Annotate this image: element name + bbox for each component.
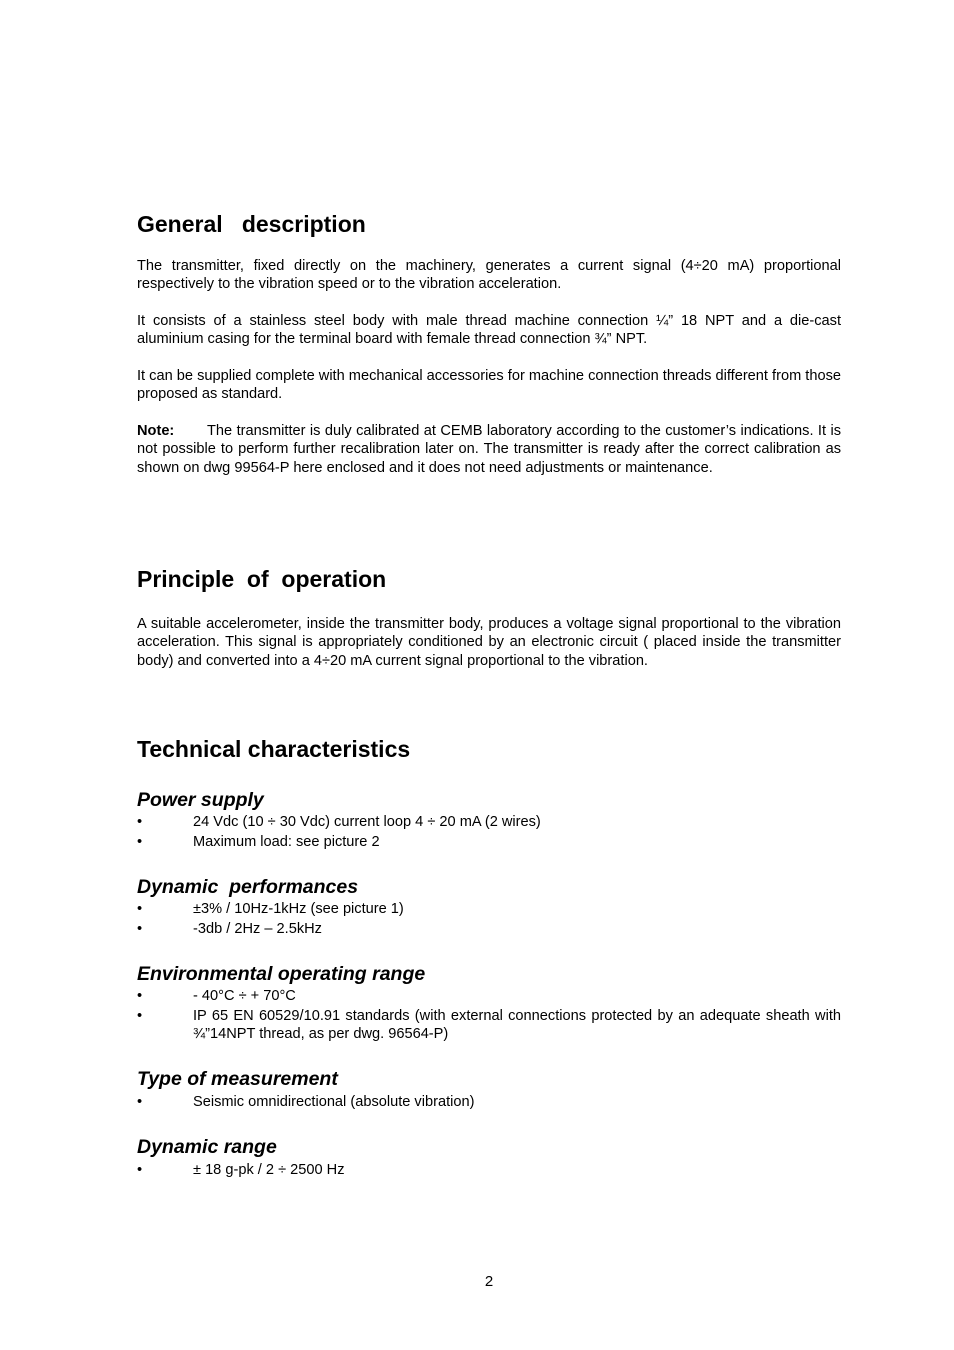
bullet-icon: • — [137, 920, 143, 937]
bullet-icon: • — [137, 1094, 143, 1110]
list-item — [137, 1093, 841, 1111]
bullet-icon: • — [137, 814, 143, 830]
bullet-icon: • — [137, 901, 143, 917]
subheading-environmental-operating-range: Environmental operating range — [137, 963, 426, 985]
bullet-icon: • — [137, 833, 143, 850]
dynamic-range-list — [137, 1161, 841, 1181]
bullet-icon: • — [137, 1162, 143, 1178]
list-item-text: Maximum load: see picture 2 — [193, 833, 380, 850]
page-number: 2 — [484, 1273, 494, 1290]
list-item — [137, 1007, 841, 1044]
list-item-text: ±3% / 10Hz-1kHz (see picture 1) — [193, 901, 404, 917]
general-paragraph-1: The transmitter, fixed directly on the machinery, generates a current signal (4÷20 mA) proportional respectively to the vibration speed or to the vibration acceleration. — [137, 258, 841, 293]
list-item-text: - 40°C ÷ + 70°C — [193, 988, 296, 1004]
list-item-text: 24 Vdc (10 ÷ 30 Vdc) current loop 4 ÷ 20 mA (2 wires) — [193, 814, 541, 830]
general-paragraph-3: It can be supplied complete with mechanical accessories for machine connection threads different from those proposed as standard. — [137, 368, 841, 403]
general-paragraph-2: It consists of a stainless steel body with male thread machine connection ¼” 18 NPT and a die-cast aluminium casing for the terminal board with female thread connection ¾” NPT. — [137, 313, 841, 348]
list-item-text: Seismic omnidirectional (absolute vibration) — [193, 1094, 475, 1110]
list-item-text: ± 18 g-pk / 2 ÷ 2500 Hz — [193, 1162, 345, 1178]
environmental-range-list — [137, 987, 841, 1045]
subheading-power-supply: Power supply — [137, 789, 264, 811]
principle-paragraph: A suitable accelerometer, inside the transmitter body, produces a voltage signal proportional to the vibration acceleration. This signal is appropriately conditioned by an electronic circuit ( placed inside the transmitter body) and converted into a 4÷20 mA current signal proportional to the vibration. — [137, 616, 841, 669]
list-item — [137, 900, 841, 918]
bullet-icon: • — [137, 988, 143, 1004]
heading-technical-characteristics: Technical characteristics — [137, 736, 411, 762]
dynamic-performances-list — [137, 900, 841, 940]
list-item — [137, 920, 841, 938]
heading-principle-of-operation: Principle of operation — [137, 566, 387, 592]
list-item-text: -3db / 2Hz – 2.5kHz — [193, 920, 322, 937]
power-supply-list — [137, 813, 841, 853]
list-item — [137, 833, 841, 851]
list-item — [137, 987, 841, 1005]
note-text: The transmitter is duly calibrated at CEMB laboratory according to the customer’s indications. It is not possible to perform further recalibration later on. The transmitter is ready after the correct calibration as shown on dwg 99564-P here enclosed and it does not need adjustments or maintenance. — [137, 423, 841, 476]
subheading-dynamic-range: Dynamic range — [137, 1136, 277, 1158]
list-item — [137, 813, 841, 831]
subheading-dynamic-performances: Dynamic performances — [137, 876, 359, 898]
subheading-type-of-measurement: Type of measurement — [137, 1068, 338, 1090]
note-label: Note: — [137, 423, 175, 439]
type-of-measurement-list — [137, 1093, 841, 1113]
heading-general-description: General description — [137, 211, 366, 237]
list-item — [137, 1161, 841, 1179]
note-paragraph — [137, 422, 841, 477]
bullet-icon: • — [137, 1007, 143, 1024]
list-item-text: IP 65 EN 60529/10.91 standards (with external connections protected by an adequate sheath with ¾”14NPT thread, as per dwg. 96564-P) — [193, 1007, 841, 1043]
